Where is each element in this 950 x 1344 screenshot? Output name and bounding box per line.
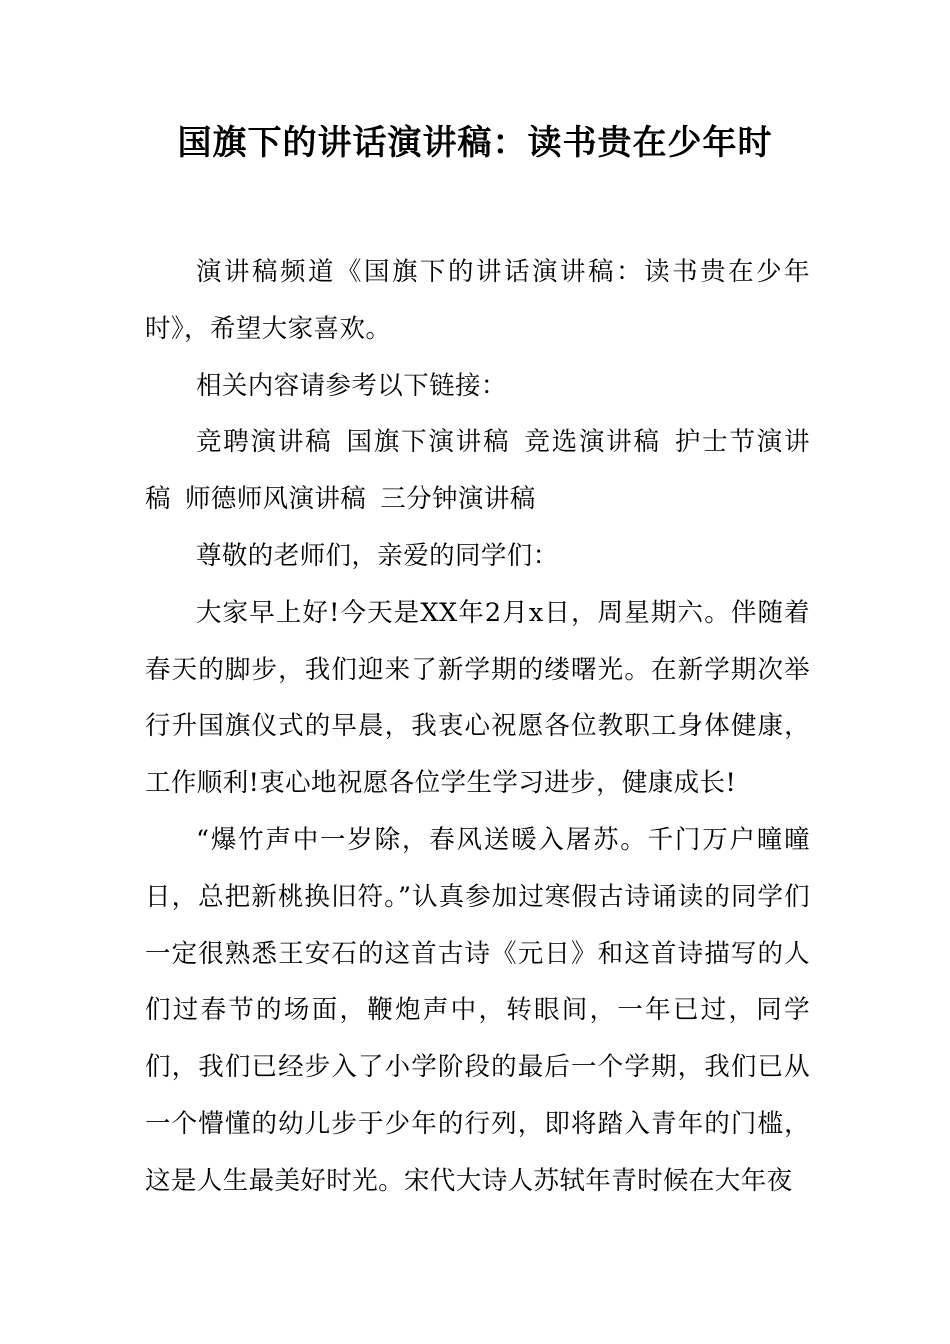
related-link-shide[interactable]: 师德师风演讲稿 (184, 484, 367, 515)
related-link-sanfenzhong[interactable]: 三分钟演讲稿 (380, 484, 536, 515)
related-link-jingxuan[interactable]: 竞选演讲稿 (524, 427, 661, 458)
body-paragraph: “爆竹声中一岁除，春风送暖入屠苏。千门万户曈曈日，总把新桃换旧符。”认真参加过寒假古诗诵读的同学们一定很熟悉王安石的这首古诗《元日》和这首诗描写的人们过春节的场面，鞭炮声中，转眼间，一年已过，同学们，我们已经步入了小学阶段的最后一个学期，我们已从一个懵懂的幼儿步于少年的行列，即将踏入青年的门槛，这是人生最美好时光。宋代大诗人苏轼年青时候在大年夜 (145, 824, 810, 1196)
document-title: 国旗下的讲话演讲稿：读书贵在少年时 (177, 123, 773, 163)
related-link-jingpin[interactable]: 竞聘演讲稿 (196, 427, 333, 458)
related-link-hushijie[interactable]: 护士节演讲稿 (145, 427, 810, 515)
intro-paragraph: 演讲稿频道《国旗下的讲话演讲稿：读书贵在少年时》，希望大家喜欢。 (145, 257, 810, 344)
related-link-guoqixia[interactable]: 国旗下演讲稿 (346, 427, 511, 458)
body-paragraph: 大家早上好!今天是XX年2月x日，周星期六。伴随着春天的脚步，我们迎来了新学期的缕曙光。在新学期次举行升国旗仪式的早晨，我衷心祝愿各位教职工身体健康，工作顺利!衷心地祝愿各位学生学习进步，健康成长! (145, 597, 810, 799)
related-links (145, 414, 810, 528)
document-body (145, 244, 810, 1210)
greeting-paragraph: 尊敬的老师们，亲爱的同学们： (196, 540, 559, 571)
related-label: 相关内容请参考以下链接： (196, 370, 507, 401)
